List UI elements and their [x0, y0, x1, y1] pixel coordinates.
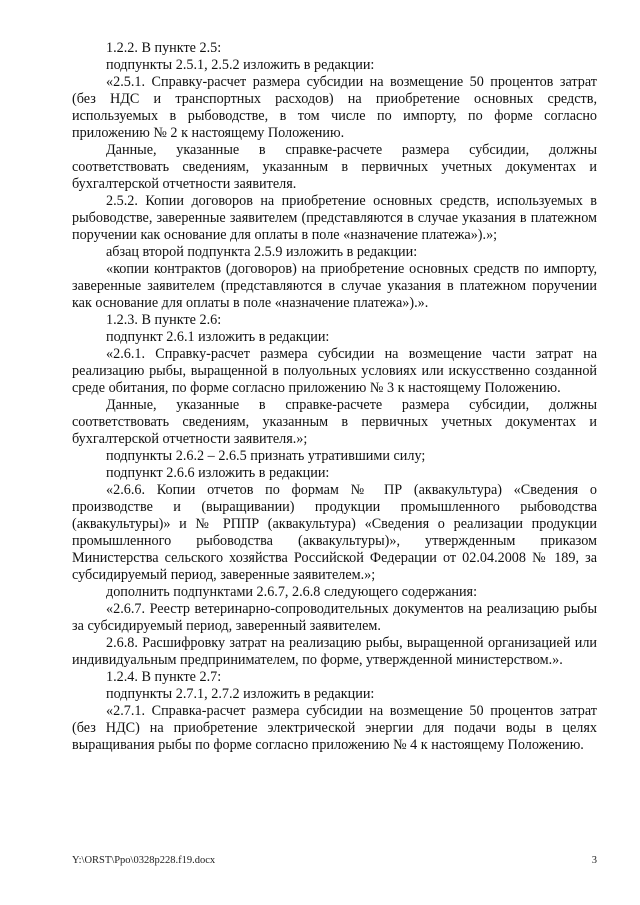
paragraph: 2.6.8. Расшифровку затрат на реализацию рыбы, выращенной организацией или индивидуальным предпринимателем, по форме, утвержденной министерством.».: [72, 635, 597, 668]
paragraph: подпункт 2.6.1 изложить в редакции:: [106, 329, 330, 345]
document-body: [72, 40, 597, 754]
paragraph: «2.6.6. Копии отчетов по формам № ПР (аквакультура) «Сведения о производстве и (выращивании) продукции промышленного рыбоводства (аквакультуры)» и № РППР (аквакультура) «Сведения о реализации продукции промышленного рыбоводства (аквакультуры)», утвержденным приказом Министерства сельского хозяйства Российской Федерации от 02.04.2008 № 189, за субсидируемый период, заверенные заявителем.»;: [72, 482, 597, 583]
paragraph: Данные, указанные в справке-расчете размера субсидии, должны соответствовать сведениям, указанным в первичных учетных документах и бухгалтерской отчетности заявителя.: [72, 142, 597, 192]
paragraph: 1.2.3. В пункте 2.6:: [106, 312, 222, 328]
paragraph: «копии контрактов (договоров) на приобретение основных средств по импорту, заверенные заявителем (представляются в случае указания в платежном поручении как основание для оплаты в поле «назначение платежа»).».: [72, 261, 597, 311]
paragraph: Данные, указанные в справке-расчете размера субсидии, должны соответствовать сведениям, указанным в первичных учетных документах и бухгалтерской отчетности заявителя.»;: [72, 397, 597, 447]
page-number: 3: [591, 855, 597, 866]
paragraph: «2.7.1. Справка-расчет размера субсидии на возмещение 50 процентов затрат (без НДС) на приобретение электрической энергии для подачи воды в целях выращивания рыбы по форме согласно приложению № 4 к настоящему Положению.: [72, 703, 597, 753]
paragraph: абзац второй подпункта 2.5.9 изложить в редакции:: [106, 244, 418, 260]
paragraph: дополнить подпунктами 2.6.7, 2.6.8 следующего содержания:: [106, 584, 478, 600]
paragraph: подпункты 2.7.1, 2.7.2 изложить в редакции:: [106, 686, 375, 702]
paragraph: «2.6.1. Справку-расчет размера субсидии на возмещение части затрат на реализацию рыбы, выращенной в полуольных условиях или искусственно созданной среде обитания, по форме согласно приложению № 3 к настоящему Положению.: [72, 346, 597, 396]
paragraph: подпункт 2.6.6 изложить в редакции:: [106, 465, 330, 481]
paragraph: 1.2.4. В пункте 2.7:: [106, 669, 222, 685]
paragraph: «2.5.1. Справку-расчет размера субсидии на возмещение 50 процентов затрат (без НДС и транспортных расходов) на приобретение основных средств, используемых в рыбоводстве, в том числе по импорту, по форме согласно приложению № 2 к настоящему Положению.: [72, 74, 597, 141]
paragraph: подпункты 2.6.2 – 2.6.5 признать утратившими силу;: [106, 448, 426, 464]
paragraph: подпункты 2.5.1, 2.5.2 изложить в редакции:: [106, 57, 375, 73]
paragraph: «2.6.7. Реестр ветеринарно-сопроводительных документов на реализацию рыбы за субсидируемый период, заверенный заявителем.: [72, 601, 597, 634]
file-path: Y:\ORST\Ppo\0328p228.f19.docx: [72, 855, 216, 866]
paragraph: 1.2.2. В пункте 2.5:: [106, 40, 222, 56]
paragraph: 2.5.2. Копии договоров на приобретение основных средств, используемых в рыбоводстве, заверенные заявителем (представляются в случае указания в платежном поручении как основание для оплаты в поле «назначение платежа»).»;: [72, 193, 597, 243]
